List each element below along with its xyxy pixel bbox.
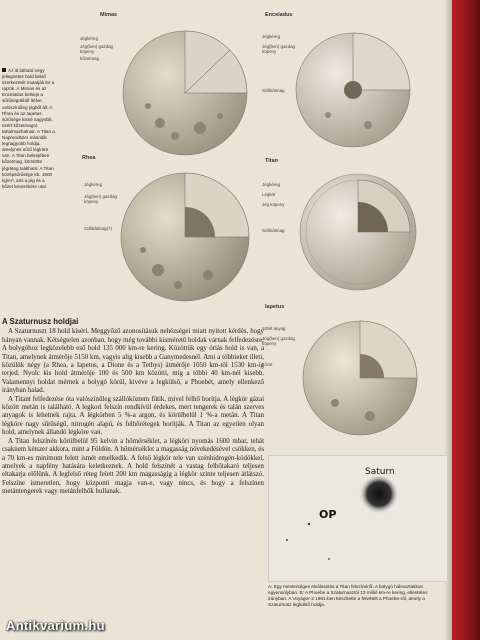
photo-label-saturn: Saturn bbox=[365, 467, 395, 477]
iapetus-title: Iapetus bbox=[265, 304, 285, 310]
mimas-label-core: kőzetmag bbox=[80, 56, 100, 61]
caption-bullet-icon bbox=[2, 68, 6, 72]
phoebe-photo-image bbox=[269, 456, 447, 581]
iapetus-label-rock: kőzet bbox=[262, 362, 273, 367]
enceladus-label-mantle: Jég(ben) gazdag köpeny bbox=[262, 44, 295, 54]
photo-label-op: OP bbox=[319, 508, 337, 521]
titan-label-crust: Jégkéreg bbox=[262, 182, 281, 187]
article-paragraph: A Szaturnuszt 18 hold kíséri. Meggyőző azonosításuk nehézségei miatt nyitott kérdés, hogy hányan vannak. Kétségtelen azonban, hogy még további kisméretű holdak várnak felfedezésre. A bolygóhoz legközelebb eső hold 135 000 km-re kering. Közöttük egy óriás hold is van, a Titan, amelynek átmérője 5150 km, vagyis alig kisebb a Ganymedesnél. Ami a többieket illeti, közülük négy (a Rhea, a Iapetus, a Dione és a Tethys) átmérője 1050 km-től 1530 km-ig terjed. Nyolc kis hold átmérője 100 és 500 km közötti, míg a többi 40 km-nél kisebb. Valamennyi holdat mérnek a bolygó körül, kivéve a legkülső, a Phoebét, amely ellenkező irányban halad. bbox=[2, 328, 264, 395]
titan-label-core: Szilikátmag bbox=[262, 228, 285, 233]
iapetus-label-dark: Sötét anyag bbox=[262, 326, 286, 331]
titan-title: Titan bbox=[265, 158, 279, 164]
photo-caption: A: Egy mesterséges elválasztás a Titan felszínéről. A bolygó hidrosztatikus egyensúlyban. B: A Phoebe a Szaturnusztól 13 millió km-re kering, ellentétes irányban. A Voyager-2 1981-ben készítette a felvételt a Phoebe-ről, amely a Szaturnusz legkülső holdja. bbox=[268, 584, 428, 607]
titan-label-mantle: Jég köpeny bbox=[262, 202, 285, 207]
titan-diagram bbox=[298, 172, 418, 292]
phoebe-photo bbox=[268, 455, 448, 582]
rhea-diagram bbox=[118, 170, 253, 305]
article-heading: A Szaturnusz holdjai bbox=[2, 317, 79, 326]
mimas-label-mantle: Jég(ben) gazdag köpeny bbox=[80, 44, 113, 54]
article-paragraph: A Titan felszínén körülbelül 95 kelvin a hőmérséklet, a légköri nyomás 1600 mbar, tehát csaknem kétszer akkora, mint a Földön. A hőmérséklet a magasság növekedésével csökken, és a 70 km-es minimum felett ismét emelkedik. A felső légkör tele van szénhidrogén-ködökkel, amelyek a napfény hatására keletkeznek. A hold felszínét a vastag felhőtakaró teljesen eltakarja előlünk. A legfelső réteg felett 200 km magasságig a légkör szinte teljesen átlátszó. Felszíne ismeretlen, hogy központi magja van-e, vagy nincs, és hogy a felszínen metántengerek vagy metánfelhők hullanak. bbox=[2, 437, 264, 496]
article bbox=[2, 318, 264, 497]
mimas-label-crust: Jégkéreg bbox=[80, 36, 99, 41]
enceladus-diagram bbox=[293, 30, 413, 150]
sidebar-caption-text: Az itt látható négy jellegzetes hold belső szerkezetét mutatják be a rajzok. A Mimas és az Enceladus belseje a sűrűségükből ítélve, valószínűleg jégből áll. A Rhea és az Iapetus sűrűsége kissé nagyobb, ezért kőzetmagot tartalmazhatnak. A Titan a Naprendszer második legnagyobb holdja, amelynek sűrű légköre van. A Titan belsejében kőzetmag, körülötte jégréteg található. A Titan középsűrűsége kb. 1900 kg/m³, ami a jég és a kőzet keverékére utal. bbox=[2, 68, 55, 189]
rhea-label-core: Szilikátmag(?) bbox=[84, 226, 112, 231]
rhea-label-crust: Jégkéreg bbox=[84, 182, 103, 187]
sidebar-caption bbox=[2, 68, 56, 190]
titan-label-atmosphere: Légkör bbox=[262, 192, 276, 197]
watermark: Antikvarium.hu bbox=[6, 618, 105, 633]
rhea-title: Rhea bbox=[82, 155, 96, 161]
enceladus-label-crust: Jégkéreg bbox=[262, 34, 281, 39]
book-spine bbox=[452, 0, 480, 640]
mimas-title: Mimas bbox=[100, 12, 118, 18]
article-paragraph: A Titant felfedezése óta valószínűleg szállóköztem fűtik, mivel felhő borítja. A légkör gázai között metán is található. A legkori felszín rendkívül érdekes, mert tengerek és talán szerves anyagok is lehetnek rajta. A légkörben 5 %-a argon, és körülbelül 1 %-a metán. A Titan légköre nagy sűrűségű, nitrogén alapú, és felhőrétegek borítják. A Titan az egyetlen olyan hold, amelynek állandó légköre van. bbox=[2, 395, 264, 437]
enceladus-label-core: Szilikátmag bbox=[262, 88, 285, 93]
mimas-diagram bbox=[120, 28, 250, 158]
enceladus-title: Enceladus bbox=[265, 12, 293, 18]
iapetus-diagram bbox=[300, 318, 420, 438]
iapetus-label-mantle: Jég(ben) gazdag köpeny bbox=[262, 336, 295, 346]
rhea-label-mantle: Jég(ben) gazdag köpeny bbox=[84, 194, 117, 204]
